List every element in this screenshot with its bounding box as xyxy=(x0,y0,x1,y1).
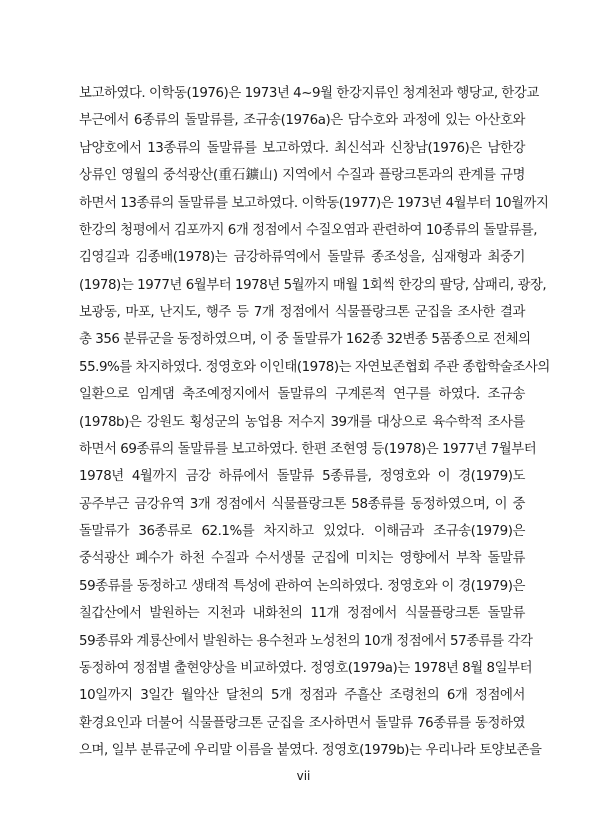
text-line: 하면서 13종류의 돌말류를 보고하였다. 이학동(1977)은 1973년 4월부터 10월까지 xyxy=(79,195,549,211)
text-line: 으며, 일부 분류군에 우리말 이름을 붙였다. 정영호(1979b)는 우리나라 토양보존을 xyxy=(79,743,542,758)
page-number: vii xyxy=(296,769,311,783)
text-line: 남양호에서 13종류의 돌말류를 보고하였다. 최신석과 신창남(1976)은 남한강 xyxy=(79,140,525,156)
text-line: 환경요인과 더불어 식물플랑크톤 군집을 조사하면서 돌말류 76종류를 동정하였 xyxy=(79,715,525,731)
text-line: 59종류와 계룡산에서 발원하는 용수천과 노성천의 10개 정점에서 57종류를 각각 xyxy=(79,633,533,649)
text-line: 55.9%를 차지하였다. 정영호와 이인태(1978)는 자연보존협회 주관 종합학술조사의 xyxy=(79,359,550,375)
text-line: 일환으로 임계댐 축조예정지에서 돌말류의 구계론적 연구를 하였다. 조규송 xyxy=(79,387,525,403)
text-line: 한강의 청평에서 김포까지 6개 정점에서 수질오염과 관련하여 10종류의 돌말류를, xyxy=(79,222,537,238)
text-line: 보광동, 마포, 난지도, 행주 등 7개 정점에서 식물플랑크톤 군집을 조사한 결과 xyxy=(79,305,525,320)
text-line: 59종류를 동정하고 생태적 특성에 관하여 논의하였다. 정영호와 이 경(1979)은 xyxy=(79,578,525,594)
text-line: 김영길과 김종배(1978)는 금강하류역에서 돌말류 종조성을, 심재형과 최중기 xyxy=(79,250,525,266)
text-line: 돌말류가 36종류로 62.1%를 차지하고 있었다. 이해금과 조규송(1979)은 xyxy=(79,524,525,539)
text-line: 보고하였다. 이학동(1976)은 1973년 4~9월 한강지류인 청계천과 행당교, 한강교 xyxy=(79,86,539,101)
text-line: 10일까지 3일간 월악산 달천의 5개 정점과 주흘산 조령천의 6개 정점에서 xyxy=(79,688,525,704)
text-line: 중석광산 폐수가 하천 수질과 수서생물 군집에 미치는 영향에서 부착 돌말류 xyxy=(79,551,525,567)
text-line: 칠갑산에서 발원하는 지천과 내화천의 11개 정점에서 식물플랑크톤 돌말류 xyxy=(79,606,525,622)
text-line: 총 356 분류군을 동정하였으며, 이 중 돌말류가 162종 32변종 5품종으로 전체의 xyxy=(79,332,531,348)
text-line: 공주부근 금강유역 3개 정점에서 식물플랑크톤 58종류를 동정하였으며, 이 중 xyxy=(79,496,525,512)
text-line: 1978년 4월까지 금강 하류에서 돌말류 5종류를, 정영호와 이 경(1979)도 xyxy=(79,469,525,485)
text-line: 부근에서 6종류의 돌말류를, 조규송(1976a)은 담수호와 과정에 있는 아산호와 xyxy=(79,113,525,129)
text-line: (1978)는 1977년 6월부터 1978년 5월까지 매월 1회씩 한강의 팔당, 삼패리, 광장, xyxy=(79,277,547,293)
text-line: 하면서 69종류의 돌말류를 보고하였다. 한편 조현영 등(1978)은 1977년 7월부터 xyxy=(79,441,537,457)
text-line: (1978b)은 강원도 횡성군의 농업용 저수지 39개를 대상으로 육수학적 조사를 xyxy=(79,414,525,430)
text-line: 동정하여 정점별 출현양상을 비교하였다. 정영호(1979a)는 1978년 8월 8일부터 xyxy=(79,660,533,676)
text-line: 상류인 영월의 중석광산(重石鑛山) 지역에서 수질과 플랑크톤과의 관계를 규명 xyxy=(79,168,525,184)
